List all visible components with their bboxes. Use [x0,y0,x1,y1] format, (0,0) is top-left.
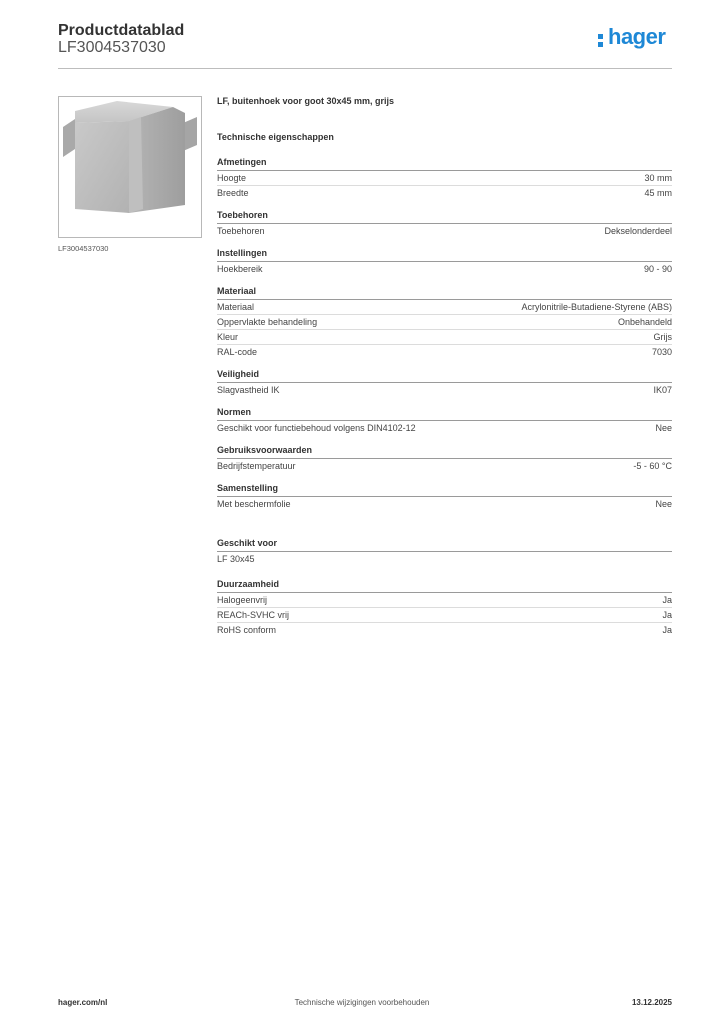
spec-row [217,315,672,330]
spec-row [217,345,672,359]
header-divider [58,68,672,69]
spec-row [217,262,672,276]
spec-row [217,300,672,315]
footer-website-link[interactable]: hager.com/nl [58,998,108,1007]
spec-sheet [217,94,672,637]
spec-row [217,421,672,435]
product-code: LF3004537030 [58,39,166,56]
spec-row [217,383,672,397]
spec-group-toebehoren [217,208,672,238]
corner-piece-icon [59,97,201,237]
spec-label: Geschikt voor functiebehoud volgens DIN4102-12 [217,423,416,433]
spec-value: Nee [655,423,672,433]
logo-dot-icon [598,34,603,39]
group-title: Materiaal [217,284,672,300]
spec-value: Grijs [653,332,672,342]
spec-row [217,459,672,473]
spec-group-duurzaamheid [217,577,672,637]
spec-row [217,497,672,511]
spec-group-veiligheid [217,367,672,397]
spec-label: Slagvastheid IK [217,385,280,395]
spec-label: RoHS conform [217,625,277,635]
spec-row [217,593,672,608]
group-title: Geschikt voor [217,536,672,552]
group-title: Afmetingen [217,155,672,171]
spec-value: IK07 [653,385,672,395]
spec-value: Dekselonderdeel [604,226,672,236]
spec-label: Met beschermfolie [217,499,291,509]
spec-row [217,623,672,637]
section-title: Technische eigenschappen [217,132,334,142]
spec-row [217,186,672,200]
spec-value: Onbehandeld [617,317,672,327]
spec-group-normen [217,405,672,435]
spec-group-gebruiksvoorwaarden [217,443,672,473]
spec-value: Ja [662,625,672,635]
spec-label: REACh-SVHC vrij [217,610,290,620]
spec-label: Toebehoren [217,226,265,236]
spec-group-instellingen [217,246,672,276]
spec-group-materiaal [217,284,672,359]
spec-label: Materiaal [217,302,255,312]
group-title: Instellingen [217,246,672,262]
product-description: LF, buitenhoek voor goot 30x45 mm, grijs [217,96,395,106]
spec-group-geschikt-voor [217,536,672,566]
group-title: Normen [217,405,672,421]
spec-value: 7030 [651,347,672,357]
group-title: Duurzaamheid [217,577,672,593]
logo-text: hager [608,24,666,49]
group-title: Veiligheid [217,367,672,383]
spec-row [217,552,672,566]
spec-label: Halogeenvrij [217,595,268,605]
spec-value: Acrylonitrile-Butadiene-Styrene (ABS) [521,302,672,312]
logo-dot-icon [598,42,603,47]
spec-row [217,608,672,623]
spec-value: 90 - 90 [643,264,672,274]
spec-label: RAL-code [217,347,258,357]
spec-group-samenstelling [217,481,672,511]
product-image [58,96,202,238]
spec-group-afmetingen [217,155,672,200]
spec-value: Ja [662,595,672,605]
group-title: Gebruiksvoorwaarden [217,443,672,459]
page-title: Productdatablad [58,22,185,39]
spec-label: Bedrijfstemperatuur [217,461,296,471]
spec-value: -5 - 60 °C [633,461,672,471]
spec-row [217,171,672,186]
spec-row [217,224,672,238]
footer-date: 13.12.2025 [631,998,672,1007]
footer-disclaimer: Technische wijzigingen voorbehouden [294,998,430,1007]
group-title: Toebehoren [217,208,672,224]
group-title: Samenstelling [217,481,672,497]
spec-label: LF 30x45 [217,554,255,564]
spec-label: Oppervlakte behandeling [217,317,318,327]
spec-value: Nee [655,499,672,509]
product-image-caption: LF3004537030 [58,244,109,253]
spec-label: Hoogte [217,173,247,183]
spec-value: 30 mm [644,173,672,183]
spec-row [217,330,672,345]
spec-label: Breedte [217,188,249,198]
spec-value: Ja [662,610,672,620]
spec-label: Hoekbereik [217,264,263,274]
spec-value: 45 mm [644,188,672,198]
spec-label: Kleur [217,332,239,342]
